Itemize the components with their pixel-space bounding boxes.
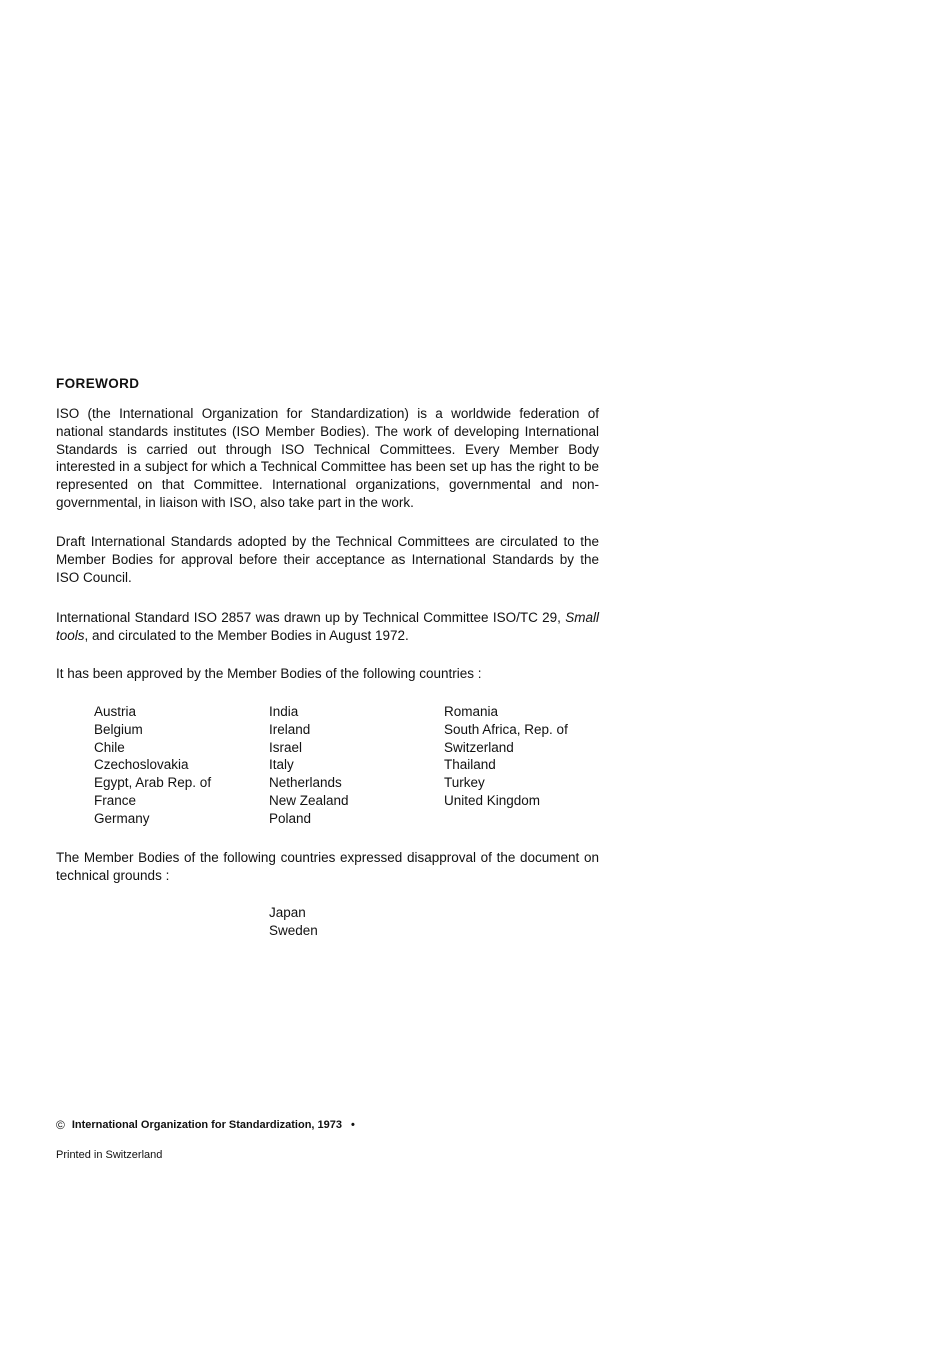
standard-text-after: , and circulated to the Member Bodies in August 1972. [84, 627, 409, 643]
country-item: Italy [269, 757, 294, 773]
foreword-paragraph-draft: Draft International Standards adopted by the Technical Committees are circulated to the Member Bodies for approval before their acceptance as International Standards by the ISO Council. [56, 534, 599, 585]
approving-countries-column-3 [444, 703, 568, 810]
country-item: Ireland [269, 721, 311, 737]
foreword-paragraph-iso: ISO (the International Organization for Standardization) is a worldwide federation of national standards institutes (ISO Member Bodies). The work of developing International Standards is carried out through ISO Technical Committees. Every Member Body interested in a subject for which a Technical Committee has been set up has the right to be represented on that Committee. International organizations, governmental and non-governmental, in liaison with ISO, also take part in the work. [56, 406, 599, 510]
country-item: Netherlands [269, 775, 342, 791]
country-item: Turkey [444, 775, 485, 791]
disapproval-intro: The Member Bodies of the following countries expressed disapproval of the document on technical grounds : [56, 850, 599, 883]
country-item: Poland [269, 810, 312, 826]
country-item: Japan [269, 905, 306, 920]
country-item: India [269, 704, 299, 719]
foreword-heading: FOREWORD [56, 376, 140, 391]
foreword-paragraph-standard [56, 609, 599, 645]
country-item: United Kingdom [444, 792, 541, 808]
country-item: Belgium [94, 721, 143, 737]
copyright-symbol: © [56, 1118, 65, 1132]
country-item: South Africa, Rep. of [444, 721, 568, 737]
approving-countries-column-2 [269, 703, 349, 828]
country-item: Thailand [444, 757, 496, 773]
country-item: Israel [269, 739, 303, 755]
printed-note: Printed in Switzerland [56, 1149, 163, 1161]
country-item: France [94, 792, 137, 808]
country-item: Egypt, Arab Rep. of [94, 775, 212, 791]
standard-text-before: International Standard ISO 2857 was drawn up by Technical Committee ISO/TC 29, [56, 610, 566, 625]
country-item: Sweden [269, 922, 318, 938]
approval-intro: It has been approved by the Member Bodies of the following countries : [56, 666, 482, 681]
country-item: Germany [94, 810, 150, 826]
country-item: New Zealand [269, 792, 349, 808]
bullet-icon: • [351, 1119, 355, 1131]
copyright-line [56, 1118, 355, 1132]
country-item: Chile [94, 739, 125, 755]
approving-countries-column-1 [94, 703, 211, 828]
country-item: Austria [94, 704, 137, 719]
country-item: Czechoslovakia [94, 757, 189, 773]
disapproving-countries [269, 904, 318, 940]
country-item: Switzerland [444, 739, 514, 755]
copyright-text: International Organization for Standardization, 1973 [71, 1119, 342, 1131]
committee-title: Small tools [56, 610, 599, 643]
country-item: Romania [444, 704, 499, 719]
